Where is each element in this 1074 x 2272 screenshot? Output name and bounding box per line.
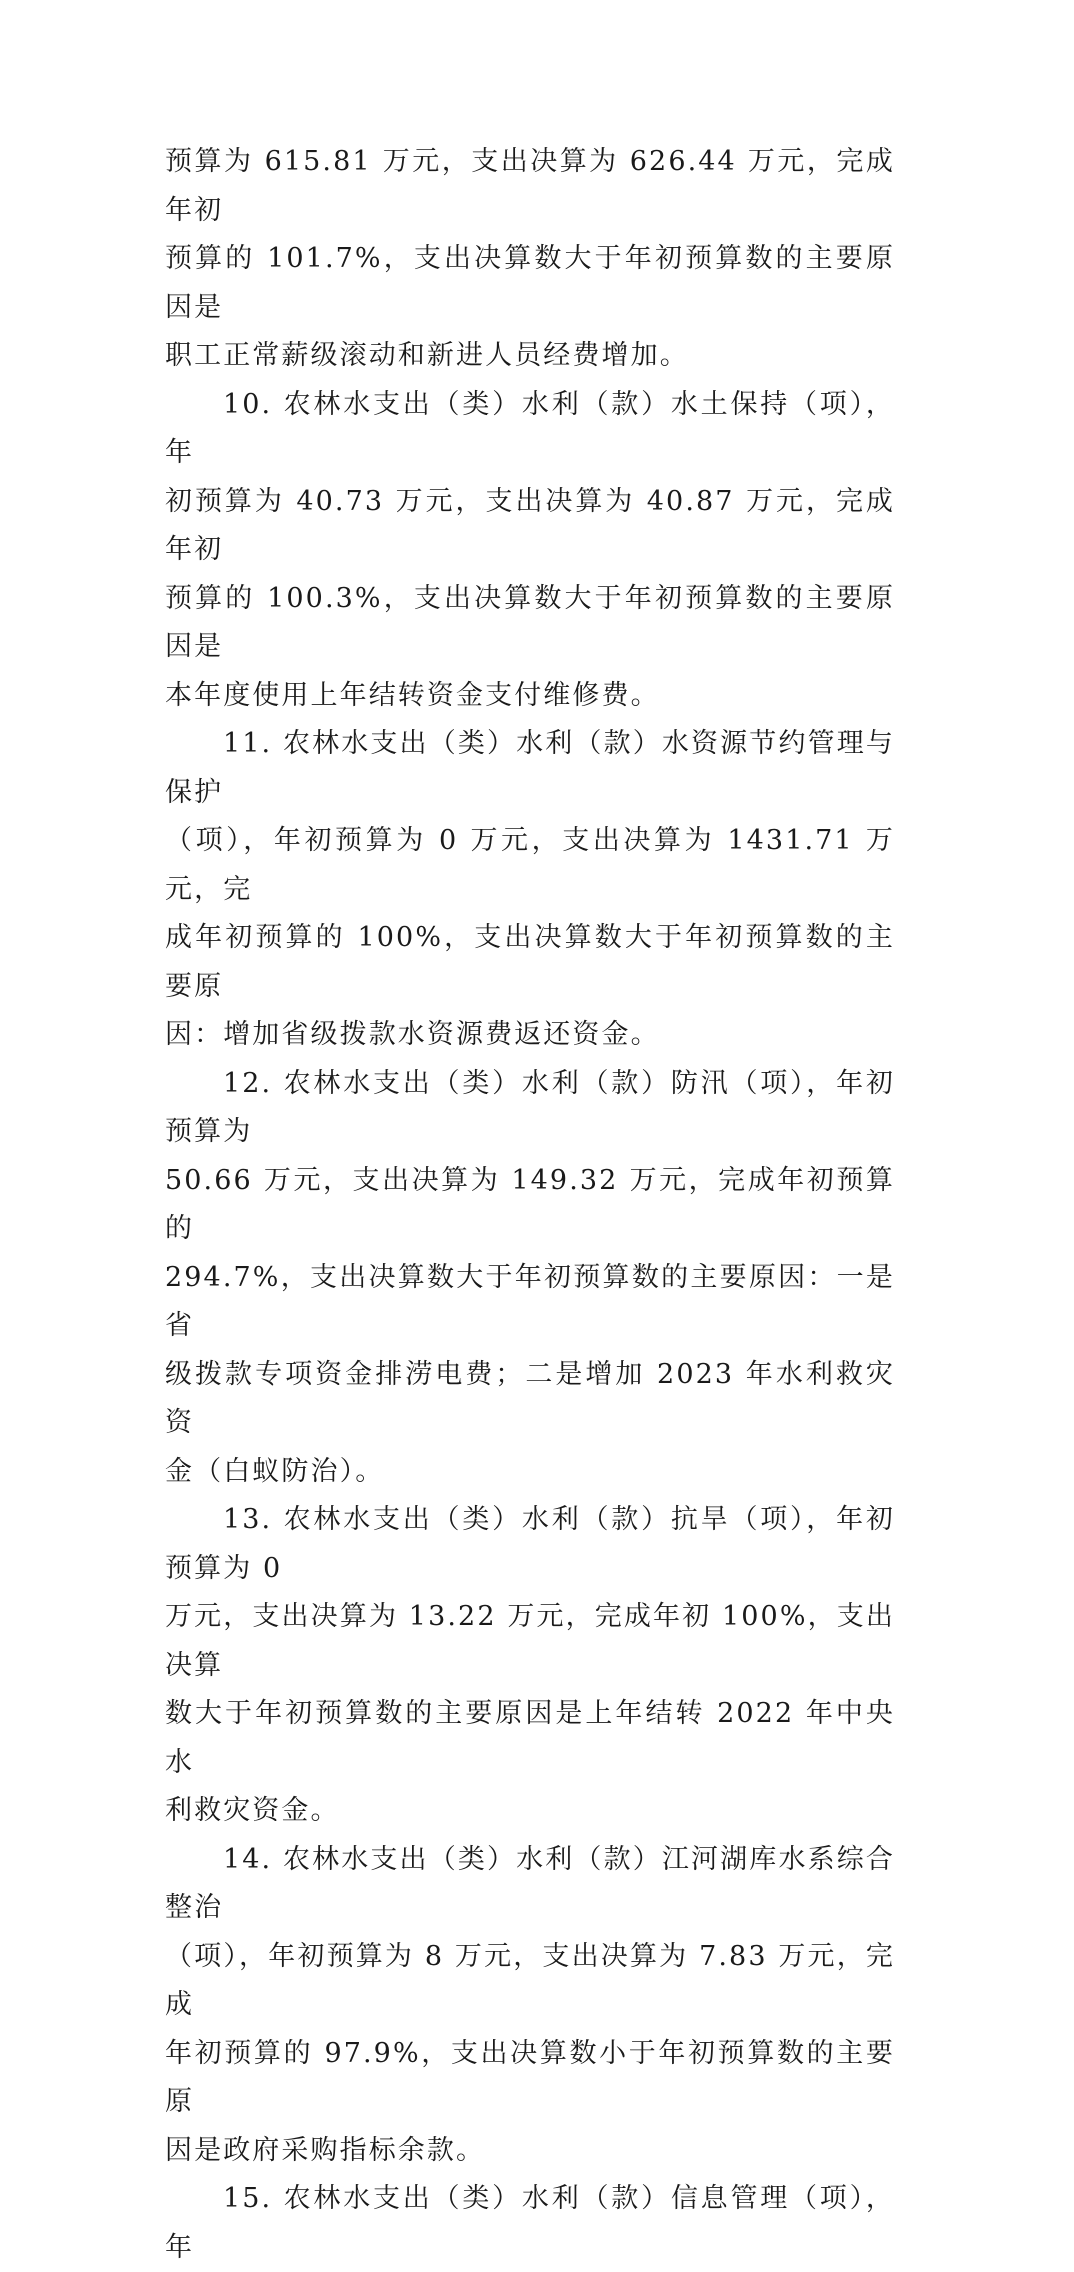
- text-line: （项），年初预算为 8 万元，支出决算为 7.83 万元，完成: [165, 1940, 895, 2020]
- text-line: 万元，支出决算为 13.22 万元，完成年初 100%，支出决算: [165, 1601, 895, 1681]
- text-line: 294.7%，支出决算数大于年初预算数的主要原因：一是省: [165, 1261, 895, 1341]
- text-line: 级拨款专项资金排涝电费；二是增加 2023 年水利救灾资: [165, 1358, 895, 1438]
- text-line: （项），年初预算为 0 万元，支出决算为 1431.71 万元，完: [165, 825, 895, 905]
- text-line: 预算的 101.7%，支出决算数大于年初预算数的主要原因是: [165, 243, 895, 323]
- text-line: 13. 农林水支出（类）水利（款）抗旱（项），年初预算为 0: [165, 1504, 895, 1584]
- text-line: 因：增加省级拨款水资源费返还资金。: [165, 1019, 660, 1050]
- paragraph-item-13: [165, 1496, 895, 1836]
- text-line: 50.66 万元，支出决算为 149.32 万元，完成年初预算的: [165, 1164, 895, 1244]
- body-text: [165, 138, 895, 2272]
- text-line: 14. 农林水支出（类）水利（款）江河湖库水系综合整治: [165, 1843, 895, 1923]
- paragraph-item-14: [165, 1836, 895, 2176]
- paragraph-item-11: [165, 720, 895, 1060]
- text-line: 本年度使用上年结转资金支付维修费。: [165, 679, 660, 711]
- text-line: 12. 农林水支出（类）水利（款）防汛（项），年初预算为: [165, 1067, 895, 1147]
- text-line: 金（白蚁防治）。: [165, 1455, 385, 1487]
- text-line: 预算的 100.3%，支出决算数大于年初预算数的主要原因是: [165, 582, 895, 662]
- text-line: 10. 农林水支出（类）水利（款）水土保持（项），年: [165, 388, 895, 468]
- text-line: 初预算为 40.73 万元，支出决算为 40.87 万元，完成年初: [165, 485, 895, 565]
- text-line: 11. 农林水支出（类）水利（款）水资源节约管理与保护: [165, 728, 895, 808]
- paragraph-item-12: [165, 1060, 895, 1497]
- text-line: 利救灾资金。: [165, 1795, 340, 1826]
- text-line: 成年初预算的 100%，支出决算数大于年初预算数的主要原: [165, 922, 895, 1002]
- text-line: 职工正常薪级滚动和新进人员经费增加。: [165, 340, 689, 371]
- text-line: 数大于年初预算数的主要原因是上年结转 2022 年中央水: [165, 1698, 895, 1778]
- text-line: 15. 农林水支出（类）水利（款）信息管理（项），年: [165, 2183, 895, 2263]
- text-line: 年初预算的 97.9%，支出决算数小于年初预算数的主要原: [165, 2037, 895, 2117]
- paragraph-item-10: [165, 381, 895, 721]
- paragraph-item-15: [165, 2175, 895, 2272]
- text-line: 预算为 615.81 万元，支出决算为 626.44 万元，完成年初: [165, 146, 895, 226]
- text-line: 因是政府采购指标余款。: [165, 2134, 486, 2166]
- paragraph-continuation: [165, 138, 895, 381]
